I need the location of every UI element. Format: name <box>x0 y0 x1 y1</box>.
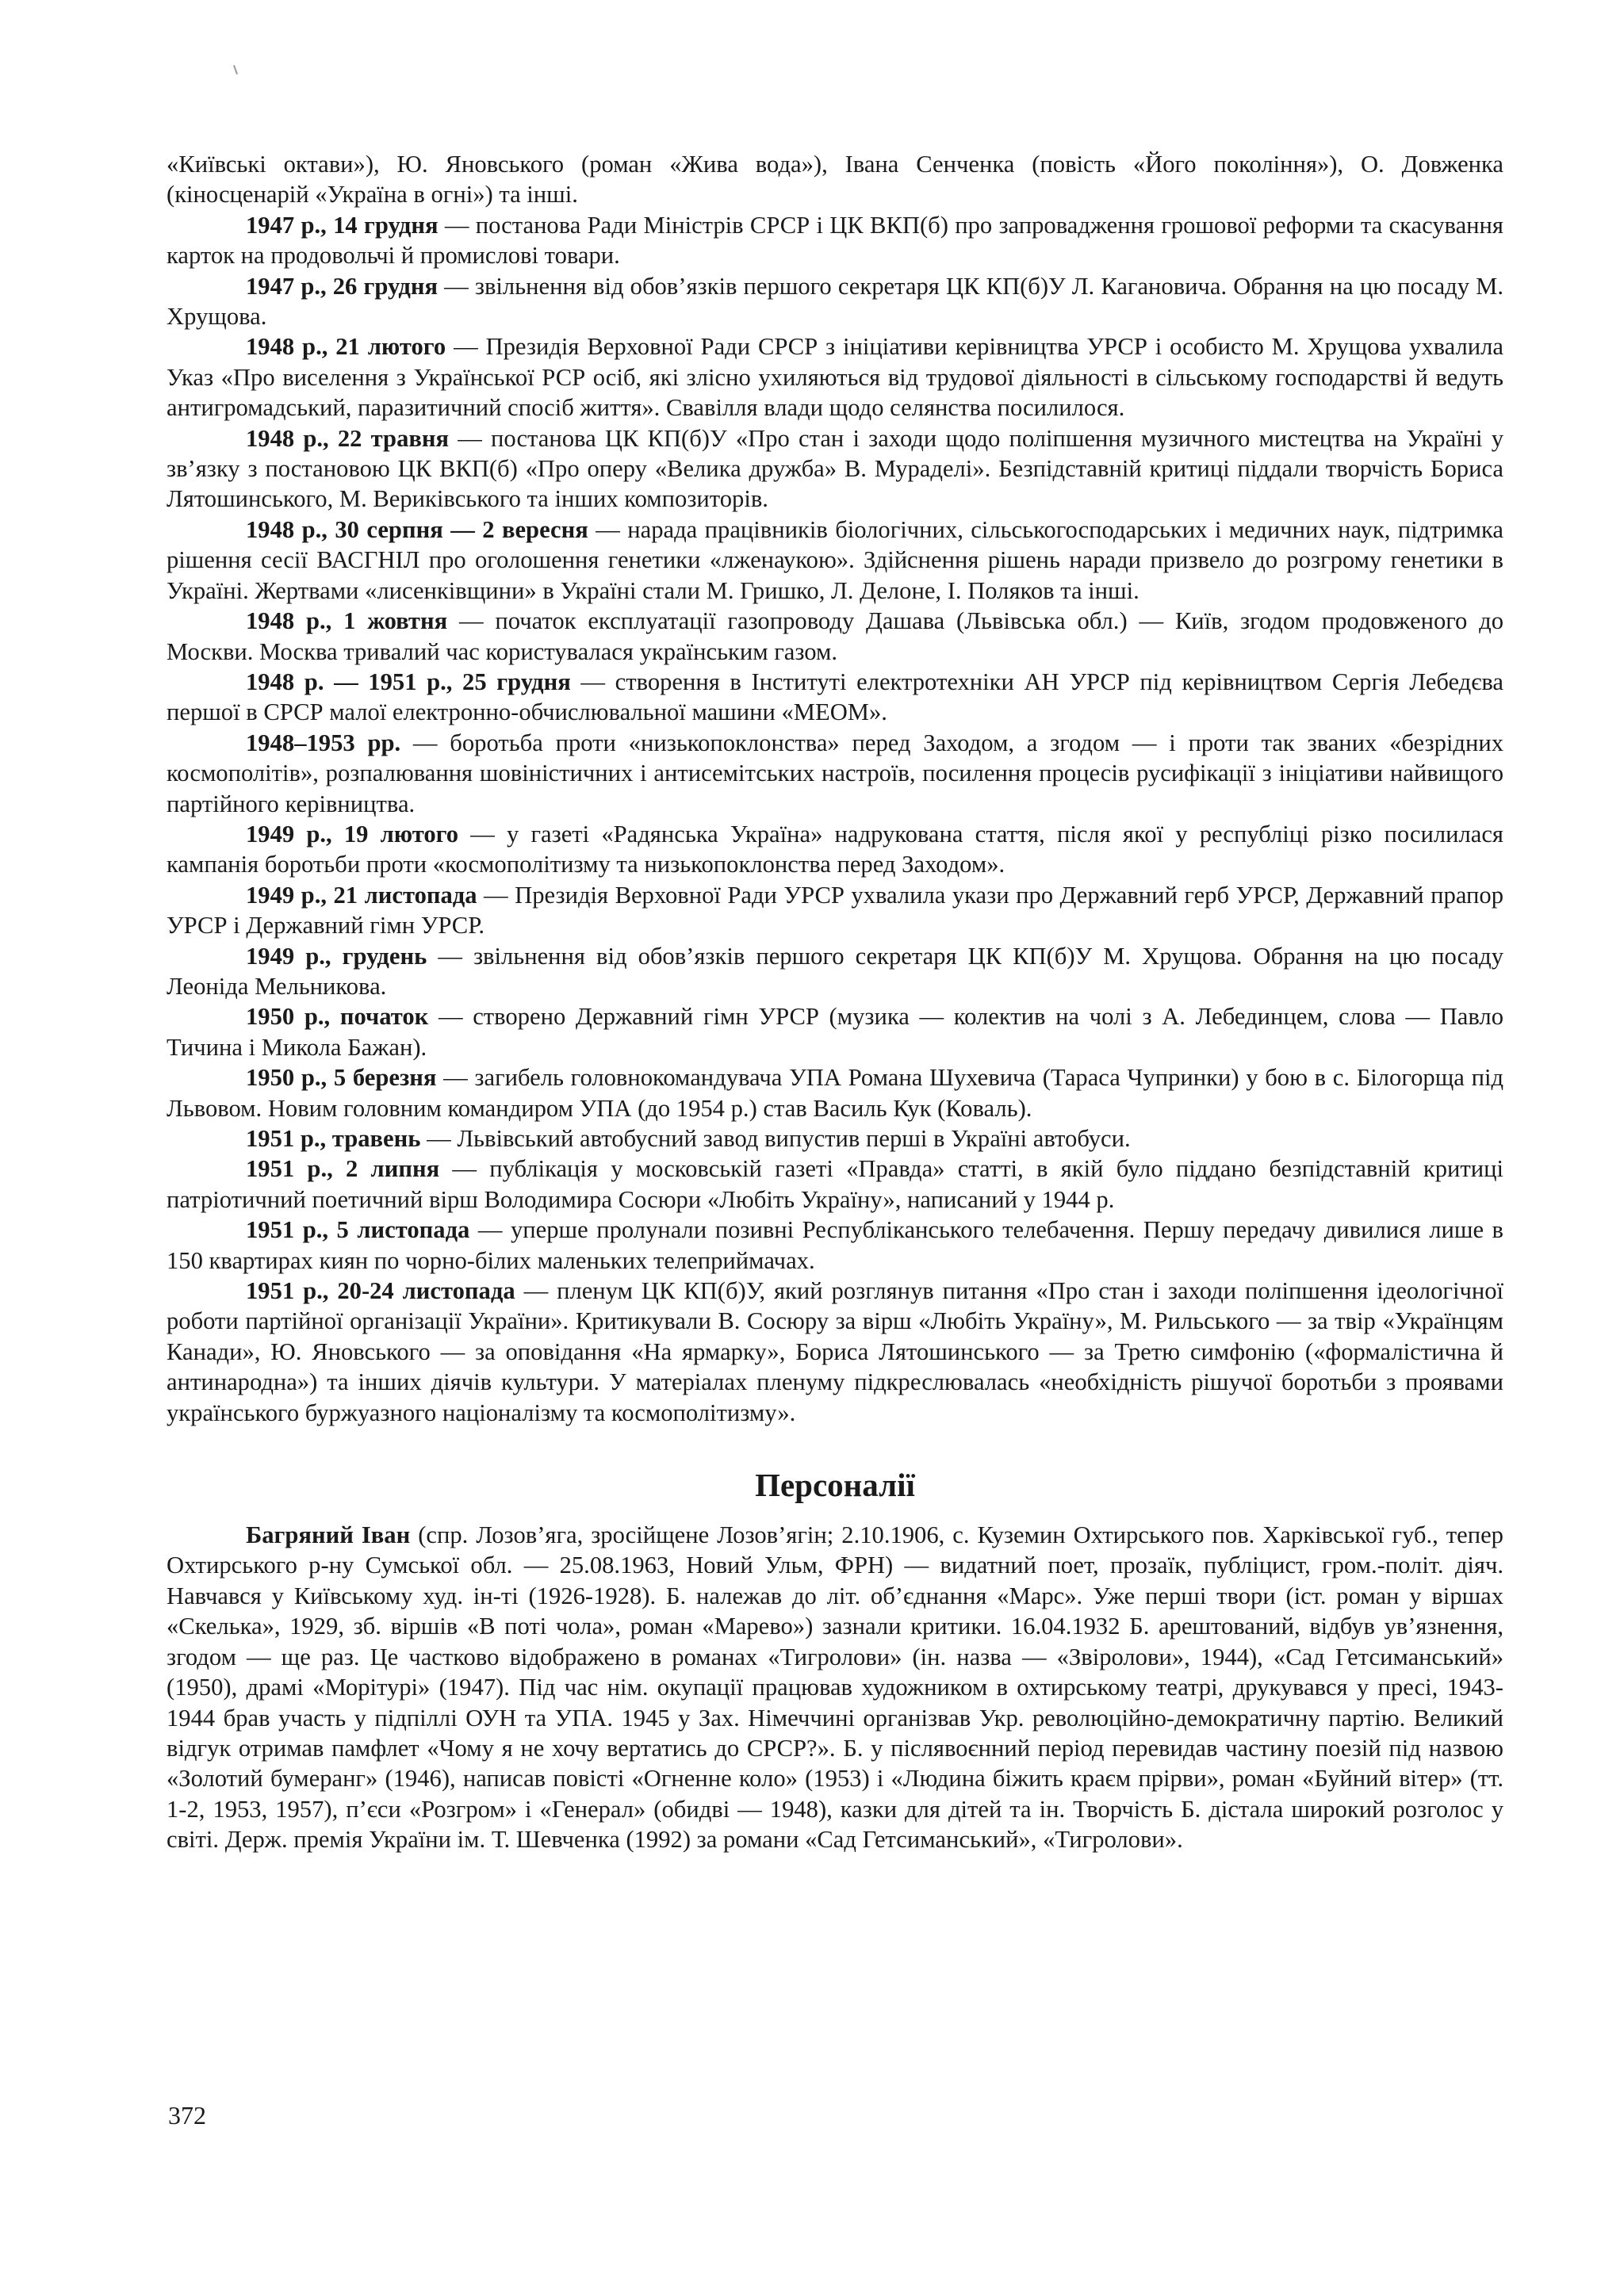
entry-date: 1949 р., 21 листопада <box>246 881 477 909</box>
entry-text: — у газеті «Радянська Україна» надрукована стаття, після якої у республіці різко посилилася кампанія боротьби проти «космополітизму та низькопоклонства перед Заходом». <box>167 820 1504 878</box>
entry-date: 1948–1953 рр. <box>246 729 401 756</box>
entry-date: 1948 р., 22 травня <box>246 424 450 452</box>
entry-date: 1948 р. — 1951 р., 25 грудня <box>246 668 571 695</box>
entry-date: 1948 р., 30 серпня — 2 вересня <box>246 515 588 543</box>
entry-date: 1951 р., 5 листопада <box>246 1216 470 1244</box>
entry-text: — створення в Інституті електротехніки АН УРСР під керівництвом Сергія Лебедєва першої в СРСР малої електронно-обчислювальної машини «МЕОМ». <box>167 668 1503 726</box>
entry-text: — створено Державний гімн УРСР (музика — колектив на чолі з А. Лебединцем, слова — Павло Тичина і Микола Бажан). <box>167 1003 1503 1061</box>
chronology-entry <box>167 667 1503 728</box>
scan-mark <box>233 65 238 75</box>
entry-text: — публікація у московській газеті «Правда» статті, в якій було піддано безпідставній критиці патріотичний поетичний вірш Володимира Сосюри «Любіть Україну», написаний у 1944 р. <box>167 1155 1503 1213</box>
chronology-entry <box>167 728 1503 819</box>
page-body <box>167 149 1503 1855</box>
entry-text: — пленум ЦК КП(б)У, який розглянув питання «Про стан і заходи поліпшення ідеологічної роботи партійної організації України». Критикували В. Сосюру за вірш «Любіть Україну», М. Рильського — за твір «Українцям Канади», Ю. Яновського — за оповідання «На ярмарку», Бориса Лятошинського — за Третю симфонію («формалістична й антинародна») та інших діячів культури. У матеріалах пленуму підкреслювалась «необхідність рішучої боротьби з проявами українського буржуазного націоналізму та космополітизму». <box>167 1277 1503 1426</box>
persona-text: (спр. Лозов’яга, зросійщене Лозов’ягін; 2.10.1906, с. Куземин Охтирського пов. Харківської губ., тепер Охтирського р-ну Сумської обл. — 25.08.1963, Новий Ульм, ФРН) — видатний поет, прозаїк, публіцист, гром.-політ. діяч. Навчався у Київському худ. ін-ті (1926-1928). Б. належав до літ. об’єднання «Марс». Уже перші твори (іст. роман у віршах «Скелька», 1929, зб. віршів «В поті чола», роман «Марево») зазнали критики. 16.04.1932 Б. арештований, відбув ув’язнення, згодом — ще раз. Це частково відображено в романах «Тигролови» (ін. назва — «Звіролови», 1944), «Сад Гетсиманський» (1950), драмі «Морітурі» (1947). Під час нім. окупації працював художником в охтирському театрі, друкувався у пресі, 1943-1944 брав участь у підпіллі ОУН та УПА. 1945 у Зах. Німеччині організвав Укр. революційно-демократичну партію. Великий відгук отримав памфлет «Чому я не хочу вертатись до СРСР?». Б. у післявоєнний період перевидав частину поезій під назвою «Золотий бумеранг» (1946), написав повісті «Огненне коло» (1953) і «Людина біжить краєм прірви», роман «Буйний вітер» (тт. 1-2, 1953, 1957), п’єси «Розгром» і «Генерал» (обидві — 1948), казки для дітей та ін. Творчість Б. дістала широкий розголос у світі. Держ. премія України ім. Т. Шевченка (1992) за романи «Сад Гетсиманський», «Тигролови». <box>167 1521 1503 1854</box>
entry-text: — Президія Верховної Ради СРСР з ініціативи керівництва УРСР і особисто М. Хрущова ухвалила Указ «Про виселення з Української РСР осіб, які злісно ухиляються від трудової діяльності в сільському господарстві й ведуть антигромадський, паразитичний спосіб життя». Свавілля влади щодо селянства посилилося. <box>167 333 1503 422</box>
chronology-entry <box>167 210 1503 271</box>
entry-text: — постанова Ради Міністрів СРСР і ЦК ВКП(б) про запровадження грошової реформи та скасування карток на продовольчі й промислові товари. <box>167 211 1503 270</box>
entry-text: — загибель головнокомандувача УПА Романа Шухевича (Тараса Чупринки) у бою в с. Білогорща під Львовом. Новим головним командиром УПА (до 1954 р.) став Василь Кук (Коваль). <box>167 1064 1504 1122</box>
entry-text: — Президія Верховної Ради УРСР ухвалила укази про Державний герб УРСР, Державний прапор УРСР і Державний гімн УРСР. <box>167 881 1503 939</box>
chronology-entry <box>167 819 1503 880</box>
chronology-entry <box>167 1123 1503 1154</box>
chronology-entry <box>167 1276 1503 1428</box>
section-heading: Персоналії <box>755 1467 915 1504</box>
entry-date: 1948 р., 1 жовтня <box>246 607 448 635</box>
chronology-entry <box>167 271 1503 332</box>
persona-name: Багряний Іван <box>246 1521 411 1549</box>
entry-text: — нарада працівників біологічних, сільськогосподарських і медичних наук, підтримка рішення сесії ВАСГНІЛ про оголошення генетики «лженаукою». Здійснення рішень наради призвело до розгрому генетики в Україні. Жертвами «лисенківщини» в Україні стали М. Гришко, Л. Делоне, І. Поляков та інші. <box>167 515 1503 604</box>
chronology-entry <box>167 423 1503 515</box>
chronology-entry <box>167 1001 1503 1062</box>
chronology-entry <box>167 1215 1503 1276</box>
entry-date: 1947 р., 26 грудня <box>246 272 439 300</box>
entry-date: 1949 р., грудень <box>246 942 427 970</box>
entry-date: 1951 р., травень <box>246 1125 421 1152</box>
chronology-entry <box>167 331 1503 423</box>
entry-text: — початок експлуатації газопроводу Дашава (Львівська обл.) — Київ, згодом продовженого до Москви. Москва тривалий час користувалася українським газом. <box>167 607 1503 665</box>
entry-date: 1951 р., 20-24 листопада <box>246 1277 515 1305</box>
persona-entry <box>167 1520 1503 1854</box>
chronology-entry <box>167 880 1503 941</box>
entry-date: 1949 р., 19 лютого <box>246 820 459 848</box>
chronology-entry <box>167 515 1503 606</box>
entry-date: 1948 р., 21 лютого <box>246 333 446 361</box>
entry-text: — боротьба проти «низькопоклонства» перед Заходом, а згодом — і проти так званих «безрідних космополітів», розпалювання шовіністичних і антисемітських настроїв, посилення процесів русифікації з ініціативи найвищого партійного керівництва. <box>167 729 1503 817</box>
chronology-list <box>167 210 1503 1428</box>
entry-text: — Львівський автобусний завод випустив перші в Україні автобуси. <box>420 1125 1131 1152</box>
chronology-entry <box>167 941 1503 1002</box>
entry-text: — звільнення від обов’язків першого секретаря ЦК КП(б)У Л. Кагановича. Обрання на цю посаду М. Хрущова. <box>167 272 1503 331</box>
chronology-entry <box>167 606 1503 667</box>
intro-paragraph: «Київські октави»), Ю. Яновського (роман «Жива вода»), Івана Сенченка (повість «Його покоління»), О. Довженка (кіносценарій «Україна в огні») та інші. <box>167 151 1503 209</box>
entry-text: — постанова ЦК КП(б)У «Про стан і заходи щодо поліпшення музичного мистецтва на Україні у зв’язку з постановою ЦК ВКП(б) «Про оперу «Велика дружба» В. Мураделі». Безпідставній критиці піддали творчість Бориса Лятошинського, М. Вериківського та інших композиторів. <box>167 424 1504 513</box>
entry-date: 1947 р., 14 грудня <box>246 211 439 239</box>
chronology-entry <box>167 1154 1503 1215</box>
page-number: 372 <box>168 2101 206 2130</box>
entry-text: — звільнення від обов’язків першого секретаря ЦК КП(б)У М. Хрущова. Обрання на цю посаду Леоніда Мельникова. <box>167 942 1504 1000</box>
chronology-entry <box>167 1062 1503 1123</box>
entry-date: 1950 р., початок <box>246 1003 429 1031</box>
entry-date: 1950 р., 5 березня <box>246 1064 437 1092</box>
entry-date: 1951 р., 2 липня <box>246 1155 440 1183</box>
entry-text: — уперше пролунали позивні Республіканського телебачення. Першу передачу дивилися лише в 150 квартирах киян по чорно-білих маленьких телеприймачах. <box>167 1216 1504 1274</box>
